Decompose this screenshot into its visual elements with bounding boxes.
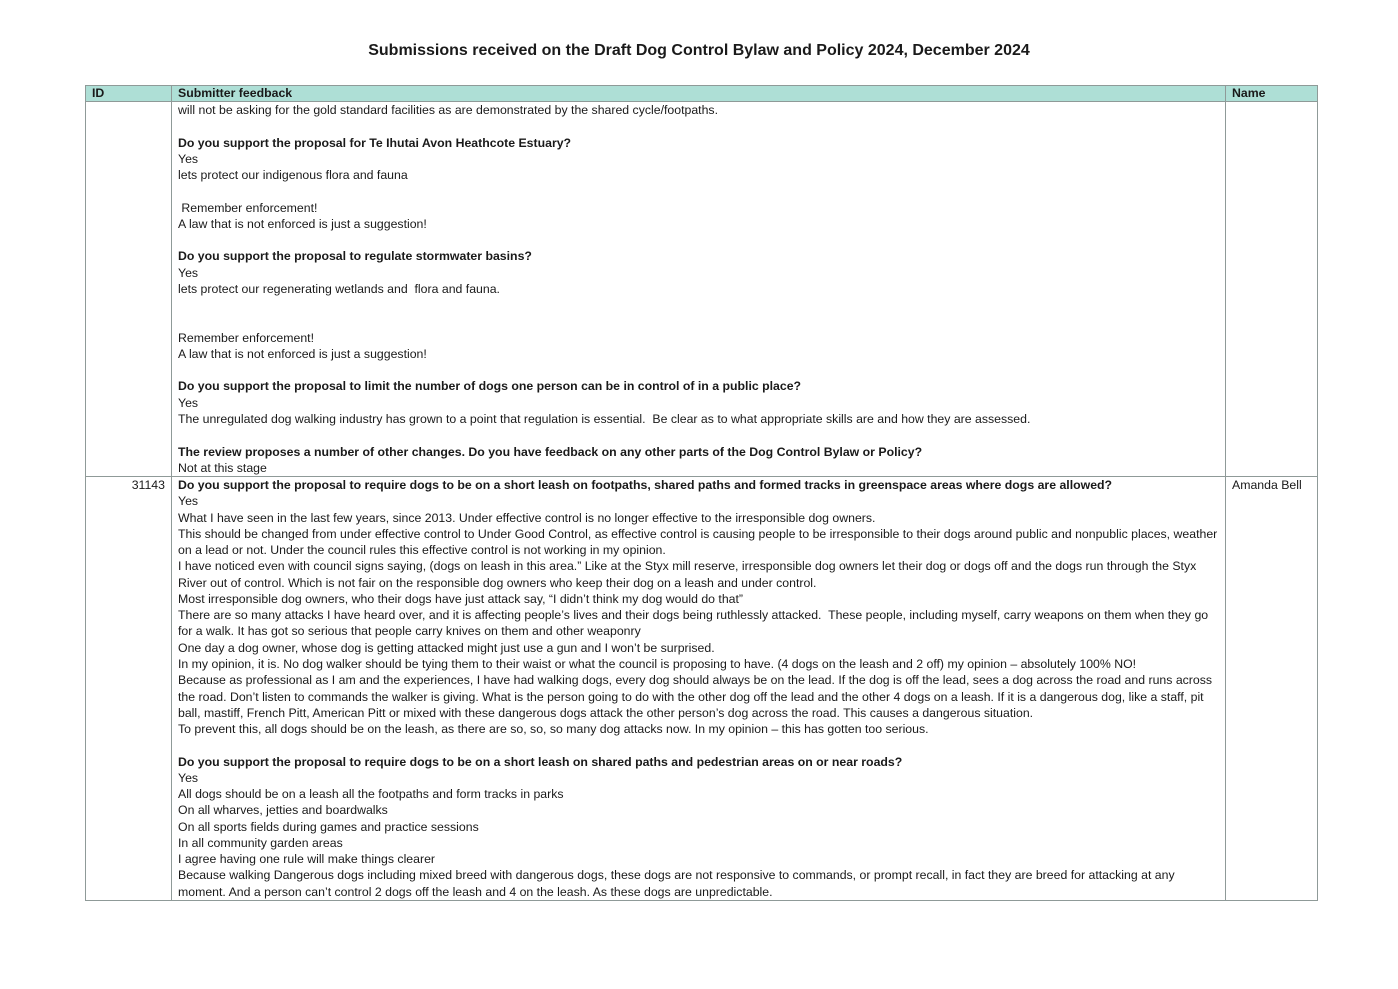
feedback-question: Do you support the proposal to require dogs to be on a short leash on footpaths, shared paths and formed tracks in greenspace areas where dogs are allowed? xyxy=(178,478,1113,493)
feedback-line: One day a dog owner, whose dog is getting attacked might just use a gun and I won’t be surprised. xyxy=(178,640,715,655)
feedback-answer: Yes xyxy=(178,265,199,280)
feedback-question: Do you support the proposal to require dogs to be on a short leash on shared paths and pedestrian areas on or near roads? xyxy=(178,754,903,769)
feedback-line: Because walking Dangerous dogs including mixed breed with dangerous dogs, these dogs are not responsive to commands, or prompt recall, in fact they are breed for attacking at any moment. And a person can’t control 2 dogs off the leash and 4 on the leash. As these dogs are unpredictable. xyxy=(178,868,1179,899)
table-row xyxy=(86,477,1318,901)
feedback-line: I agree having one rule will make things clearer xyxy=(178,852,436,867)
feedback-line: A law that is not enforced is just a suggestion! xyxy=(178,216,427,231)
feedback-answer: Yes xyxy=(178,151,199,166)
feedback-line: I have noticed even with council signs saying, (dogs on leash in this area.” Like at the Styx mill reserve, irresponsible dog owners let their dog or dogs off and the dogs run through the Styx River out of control. Which is not fair on the responsible dog owners who keep their dog on a leash and under control. xyxy=(178,559,1200,590)
table-header-row xyxy=(86,86,1318,102)
feedback-line: There are so many attacks I have heard over, and it is affecting people’s lives and their dogs being ruthlessly attacked. These people, including myself, carry weapons on them when they go for a walk. It has got so serious that people carry knives on them and other weaponry xyxy=(178,608,1212,639)
feedback-line: Remember enforcement! xyxy=(178,200,318,215)
table-row xyxy=(86,102,1318,477)
submissions-table xyxy=(85,85,1318,901)
submitter-feedback xyxy=(172,477,1226,901)
feedback-line: On all sports fields during games and practice sessions xyxy=(178,819,479,834)
feedback-answer: Yes xyxy=(178,395,199,410)
feedback-question: The review proposes a number of other changes. Do you have feedback on any other parts of the Dog Control Bylaw or Policy? xyxy=(178,444,923,459)
column-header-id: ID xyxy=(86,86,172,102)
column-header-feedback: Submitter feedback xyxy=(172,86,1226,102)
submitter-name xyxy=(1226,102,1318,477)
page-title: Submissions received on the Draft Dog Control Bylaw and Policy 2024, December 2024 xyxy=(368,42,1030,59)
feedback-line: Because as professional as I am and the experiences, I have had walking dogs, every dog should always be on the lead. If the dog is off the lead, sees a dog across the road and runs across the road. Don’t listen to commands the walker is giving. What is the person going to do with the other dog off the lead and the other 4 dogs on a leash. If it is a dangerous dog, like a staff, pit ball, mastiff, French Pitt, American Pitt or mixed with these dangerous dogs attack the other person’s dog across the road. This causes a dangerous situation. xyxy=(178,673,1216,720)
feedback-line: lets protect our regenerating wetlands and flora and fauna. xyxy=(178,281,500,296)
submission-id: 31143 xyxy=(86,477,172,901)
feedback-line: To prevent this, all dogs should be on the leash, as there are so, so, so many dog attacks now. In my opinion – this has gotten too serious. xyxy=(178,722,929,737)
column-header-name: Name xyxy=(1226,86,1318,102)
feedback-answer: Yes xyxy=(178,494,199,509)
feedback-line: will not be asking for the gold standard facilities as are demonstrated by the shared cycle/footpaths. xyxy=(178,103,719,117)
feedback-line: Remember enforcement! xyxy=(178,330,315,345)
feedback-question: Do you support the proposal for Te Ihutai Avon Heathcote Estuary? xyxy=(178,135,572,150)
feedback-line: In all community garden areas xyxy=(178,835,343,850)
feedback-answer: Yes xyxy=(178,770,199,785)
feedback-line: The unregulated dog walking industry has grown to a point that regulation is essential. Be clear as to what appropriate skills are and how they are assessed. xyxy=(178,412,1031,427)
feedback-line: Not at this stage xyxy=(178,460,267,475)
feedback-line: On all wharves, jetties and boardwalks xyxy=(178,803,388,818)
feedback-line: This should be changed from under effective control to Under Good Control, as effective control is causing people to be irresponsible to their dogs around public and nonpublic places, weather on a lead or not. Under the council rules this effective control is not working in my opinion. xyxy=(178,526,1221,558)
feedback-line: What I have seen in the last few years, since 2013. Under effective control is no longer effective to the irresponsible dog owners. xyxy=(178,510,876,525)
feedback-question: Do you support the proposal to regulate stormwater basins? xyxy=(178,249,532,264)
feedback-line: Most irresponsible dog owners, who their dogs have just attack say, “I didn’t think my dog would do that” xyxy=(178,591,744,606)
feedback-line: In my opinion, it is. No dog walker should be tying them to their waist or what the council is proposing to have. (4 dogs on the leash and 2 off) my opinion – absolutely 100% NO! xyxy=(178,657,1137,671)
submission-id xyxy=(86,102,172,477)
feedback-line: All dogs should be on a leash all the footpaths and form tracks in parks xyxy=(178,787,564,802)
feedback-line: lets protect our indigenous flora and fauna xyxy=(178,168,408,183)
feedback-line: A law that is not enforced is just a suggestion! xyxy=(178,346,427,361)
submitter-name: Amanda Bell xyxy=(1226,477,1318,901)
feedback-question: Do you support the proposal to limit the number of dogs one person can be in control of in a public place? xyxy=(178,379,802,394)
submitter-feedback xyxy=(172,102,1226,477)
